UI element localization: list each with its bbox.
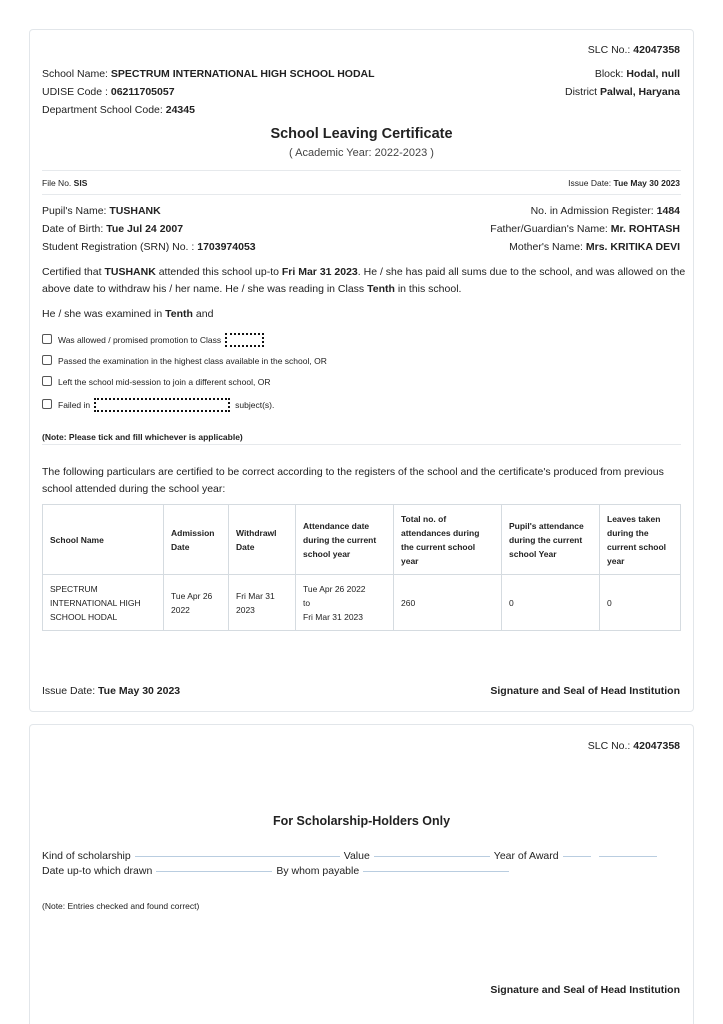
year-label: Year of Award bbox=[493, 850, 559, 862]
passed-label: Passed the examination in the highest class available in the school, OR bbox=[58, 356, 327, 366]
admission-register-label: No. in Admission Register: bbox=[530, 205, 654, 217]
pupil-name-label: Pupil's Name: bbox=[42, 205, 107, 217]
table-header: Admission Date bbox=[164, 505, 229, 575]
slc-label: SLC No.: bbox=[587, 44, 631, 56]
failed-subjects-field[interactable] bbox=[94, 398, 230, 412]
admission-register-line bbox=[531, 205, 680, 217]
father-name-line bbox=[490, 223, 680, 235]
pupil-name-value: TUSHANK bbox=[109, 205, 161, 217]
block-line bbox=[595, 68, 680, 80]
slc-value: 42047358 bbox=[633, 740, 680, 752]
academic-year: ( Academic Year: 2022-2023 ) bbox=[289, 147, 434, 159]
district-line bbox=[565, 86, 680, 98]
file-no-label: File No. bbox=[42, 178, 72, 188]
attendance-table bbox=[42, 504, 681, 631]
left-label: Left the school mid-session to join a different school, OR bbox=[58, 377, 271, 387]
scholarship-row1 bbox=[42, 850, 661, 862]
scholarship-title: For Scholarship-Holders Only bbox=[272, 814, 451, 828]
examined-class: Tenth bbox=[165, 308, 193, 320]
entries-note: (Note: Entries checked and found correct) bbox=[42, 901, 200, 911]
certificate-card bbox=[29, 29, 694, 712]
slc-value: 42047358 bbox=[633, 44, 680, 56]
option-left bbox=[42, 376, 270, 387]
table-cell: Tue Apr 26 2022 to Fri Mar 31 2023 bbox=[296, 575, 394, 631]
slc-number bbox=[588, 740, 680, 752]
kind-field[interactable] bbox=[135, 856, 340, 857]
dept-code-value: 24345 bbox=[165, 104, 195, 116]
issue-date-bottom bbox=[42, 685, 180, 697]
table-header: Total no. of attendances during the current school year bbox=[394, 505, 502, 575]
dept-code-label: Department School Code: bbox=[42, 104, 163, 116]
srn-value: 1703974053 bbox=[197, 241, 256, 253]
year-field-a[interactable] bbox=[563, 856, 591, 857]
value-label: Value bbox=[343, 850, 370, 862]
table-cell: 260 bbox=[394, 575, 502, 631]
value-field[interactable] bbox=[374, 856, 490, 857]
udise-label: UDISE Code : bbox=[42, 86, 108, 98]
signature-label: Signature and Seal of Head Institution bbox=[490, 685, 680, 697]
mother-name-value: Mrs. KRITIKA DEVI bbox=[585, 241, 680, 253]
srn-line bbox=[42, 241, 256, 253]
admission-register-value: 1484 bbox=[656, 205, 680, 217]
table-cell: 0 bbox=[502, 575, 600, 631]
table-cell: Tue Apr 26 2022 bbox=[164, 575, 229, 631]
certified-text: in this school. bbox=[397, 283, 462, 295]
examined-line bbox=[42, 308, 213, 320]
school-name-line bbox=[42, 68, 375, 80]
scholarship-row2 bbox=[42, 865, 513, 877]
option-promotion bbox=[42, 333, 264, 347]
block-label: Block: bbox=[594, 68, 624, 80]
father-name-value: Mr. ROHTASH bbox=[610, 223, 680, 235]
promotion-class-field[interactable] bbox=[225, 333, 264, 347]
left-checkbox[interactable] bbox=[42, 376, 52, 386]
school-name-label: School Name: bbox=[42, 68, 108, 80]
school-name-value: SPECTRUM INTERNATIONAL HIGH SCHOOL HODAL bbox=[110, 68, 375, 80]
failed-checkbox[interactable] bbox=[42, 399, 52, 409]
signature-label: Signature and Seal of Head Institution bbox=[490, 984, 680, 996]
drawn-field[interactable] bbox=[156, 871, 272, 872]
mother-name-label: Mother's Name: bbox=[509, 241, 583, 253]
examined-text: and bbox=[195, 308, 214, 320]
table-header: Attendance date during the current school year bbox=[296, 505, 394, 575]
particulars-line2: school attended during the school year: bbox=[42, 483, 226, 495]
examined-text: He / she was examined in bbox=[42, 308, 163, 320]
passed-checkbox[interactable] bbox=[42, 355, 52, 365]
certified-date: Fri Mar 31 2023 bbox=[281, 266, 358, 278]
table-cell: SPECTRUM INTERNATIONAL HIGH SCHOOL HODAL bbox=[43, 575, 164, 631]
scholarship-card bbox=[29, 724, 694, 1024]
failed-suffix: subject(s). bbox=[235, 400, 275, 410]
table-header-row bbox=[43, 505, 681, 575]
dob-value: Tue Jul 24 2007 bbox=[106, 223, 184, 235]
slc-label: SLC No.: bbox=[587, 740, 631, 752]
divider bbox=[42, 444, 681, 445]
table-cell: Fri Mar 31 2023 bbox=[229, 575, 296, 631]
failed-label: Failed in bbox=[58, 400, 91, 410]
issue-date-bottom-label: Issue Date: bbox=[42, 685, 96, 697]
pupil-name-line bbox=[42, 205, 161, 217]
file-no-value: SIS bbox=[73, 178, 88, 188]
udise-value: 06211705057 bbox=[110, 86, 175, 98]
dob-label: Date of Birth: bbox=[42, 223, 104, 235]
issue-date-bottom-value: Tue May 30 2023 bbox=[98, 685, 181, 697]
certified-text: above date to withdraw his / her name. He / she was reading in Class bbox=[42, 283, 365, 295]
divider bbox=[42, 194, 681, 195]
certified-text: attended this school up-to bbox=[158, 266, 279, 278]
payable-label: By whom payable bbox=[276, 865, 360, 877]
father-name-label: Father/Guardian's Name: bbox=[490, 223, 608, 235]
district-value: Palwal, Haryana bbox=[600, 86, 680, 98]
payable-field[interactable] bbox=[363, 871, 509, 872]
slc-number bbox=[588, 44, 680, 56]
mother-name-line bbox=[509, 241, 680, 253]
certified-class: Tenth bbox=[367, 283, 395, 295]
srn-label: Student Registration (SRN) No. : bbox=[42, 241, 195, 253]
table-header: Withdrawl Date bbox=[229, 505, 296, 575]
file-no-line bbox=[42, 178, 87, 188]
certified-paragraph-line2 bbox=[42, 283, 461, 295]
drawn-label: Date up-to which drawn bbox=[42, 865, 153, 877]
issue-date-top bbox=[568, 178, 680, 188]
applicable-note: (Note: Please tick and fill whichever is applicable) bbox=[42, 432, 243, 442]
certificate-title: School Leaving Certificate bbox=[270, 126, 453, 142]
certified-text: . He / she has paid all sums due to the school, and was allowed on the bbox=[357, 266, 686, 278]
udise-line bbox=[42, 86, 175, 98]
block-value: Hodal, null bbox=[626, 68, 680, 80]
dept-code-line bbox=[42, 104, 195, 116]
certified-paragraph-line1 bbox=[42, 266, 685, 278]
certified-text: Certified that bbox=[42, 266, 102, 278]
year-field-b[interactable] bbox=[599, 856, 657, 857]
table-row bbox=[43, 575, 681, 631]
issue-date-top-value: Tue May 30 2023 bbox=[613, 178, 680, 188]
issue-date-top-label: Issue Date: bbox=[568, 178, 612, 188]
table-header: Leaves taken during the current school year bbox=[600, 505, 681, 575]
district-label: District bbox=[565, 86, 598, 98]
certified-name: TUSHANK bbox=[104, 266, 156, 278]
dob-line bbox=[42, 223, 183, 235]
particulars-line1: The following particulars are certified to be correct according to the registers of the school and the certificate's produced from previous bbox=[42, 466, 664, 478]
option-failed bbox=[42, 398, 274, 412]
divider bbox=[42, 170, 681, 171]
promotion-checkbox[interactable] bbox=[42, 334, 52, 344]
kind-label: Kind of scholarship bbox=[42, 850, 131, 862]
table-cell: 0 bbox=[600, 575, 681, 631]
option-passed bbox=[42, 355, 327, 366]
table-header: School Name bbox=[43, 505, 164, 575]
table-header: Pupil's attendance during the current school Year bbox=[502, 505, 600, 575]
promotion-label: Was allowed / promised promotion to Class bbox=[58, 335, 222, 345]
